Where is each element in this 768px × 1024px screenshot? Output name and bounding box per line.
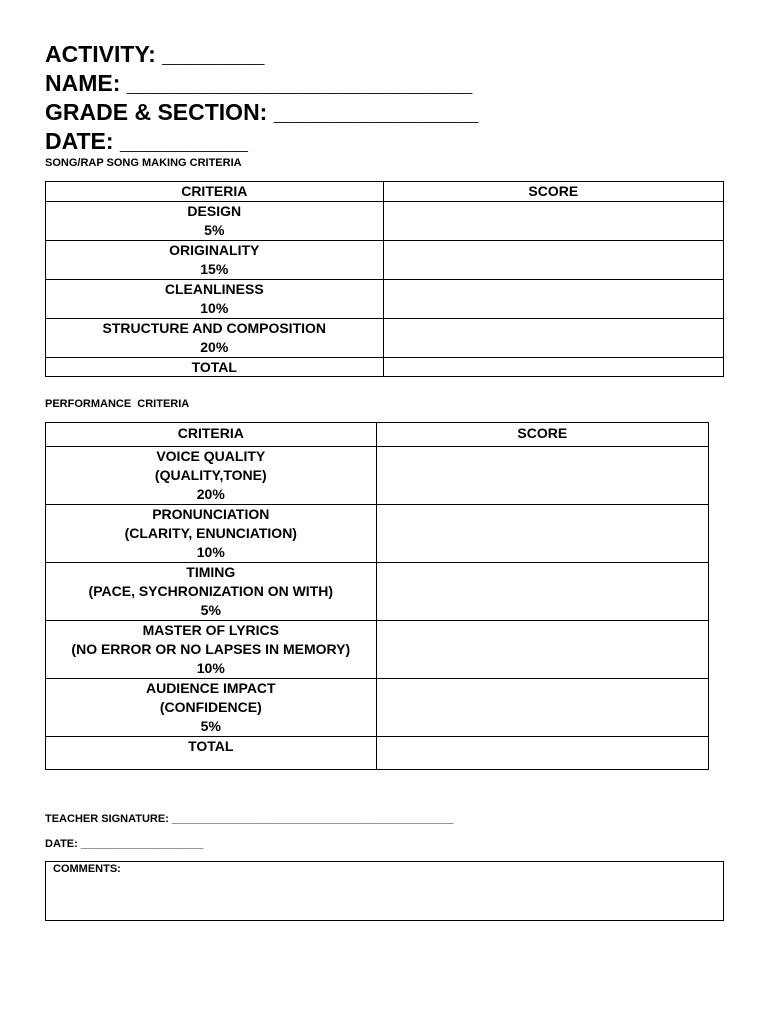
criteria-cell xyxy=(46,202,384,241)
song-criteria-table xyxy=(45,181,724,377)
criteria-detail: (NO ERROR OR NO LAPSES IN MEMORY) xyxy=(71,641,351,657)
table-row xyxy=(46,241,724,280)
comments-box[interactable] xyxy=(45,861,724,921)
performance-criteria-table xyxy=(45,422,709,770)
grade-section-field: GRADE & SECTION: ________________ xyxy=(45,99,479,125)
score-cell[interactable] xyxy=(376,447,708,505)
criteria-name: AUDIENCE IMPACT xyxy=(145,680,276,696)
activity-field: ACTIVITY: ________ xyxy=(45,41,265,67)
score-column-header: SCORE xyxy=(383,182,723,202)
criteria-detail: (CLARITY, ENUNCIATION) xyxy=(124,525,297,541)
criteria-name: DESIGN xyxy=(187,203,242,219)
criteria-cell xyxy=(46,505,377,563)
criteria-name: STRUCTURE AND COMPOSITION xyxy=(102,320,327,336)
table-header-row xyxy=(46,182,724,202)
criteria-name: TIMING xyxy=(186,564,236,580)
score-cell[interactable] xyxy=(383,280,723,319)
criteria-cell xyxy=(46,679,377,737)
performance-criteria-title: PERFORMANCE CRITERIA xyxy=(45,398,190,410)
criteria-column-header: CRITERIA xyxy=(46,182,384,202)
criteria-name: ORIGINALITY xyxy=(169,242,260,258)
criteria-percent: 15% xyxy=(200,261,229,277)
total-score-cell[interactable] xyxy=(383,358,723,377)
table-row xyxy=(46,679,709,737)
total-label: TOTAL xyxy=(46,737,377,770)
table-row xyxy=(46,621,709,679)
criteria-percent: 5% xyxy=(200,718,221,734)
total-label: TOTAL xyxy=(46,358,384,377)
criteria-cell xyxy=(46,563,377,621)
total-row xyxy=(46,737,709,770)
criteria-name: VOICE QUALITY xyxy=(156,448,266,464)
criteria-cell xyxy=(46,447,377,505)
table-row xyxy=(46,447,709,505)
teacher-signature-line: TEACHER SIGNATURE: ______________________________________________ xyxy=(45,813,454,825)
criteria-cell xyxy=(46,280,384,319)
criteria-percent: 10% xyxy=(196,660,225,676)
table-row xyxy=(46,202,724,241)
score-cell[interactable] xyxy=(383,241,723,280)
score-cell[interactable] xyxy=(383,202,723,241)
criteria-detail: (QUALITY,TONE) xyxy=(154,467,267,483)
criteria-percent: 20% xyxy=(196,486,225,502)
table-row xyxy=(46,505,709,563)
score-cell[interactable] xyxy=(383,319,723,358)
table-row xyxy=(46,563,709,621)
criteria-detail: (PACE, SYCHRONIZATION ON WITH) xyxy=(88,583,334,599)
criteria-percent: 5% xyxy=(200,602,221,618)
score-cell[interactable] xyxy=(376,563,708,621)
table-row xyxy=(46,319,724,358)
criteria-cell xyxy=(46,319,384,358)
criteria-name: CLEANLINESS xyxy=(164,281,264,297)
criteria-detail: (CONFIDENCE) xyxy=(159,699,262,715)
song-criteria-title: SONG/RAP SONG MAKING CRITERIA xyxy=(45,157,242,169)
criteria-percent: 5% xyxy=(204,222,225,238)
criteria-column-header: CRITERIA xyxy=(46,423,377,447)
date-field: DATE: __________ xyxy=(45,128,248,154)
score-cell[interactable] xyxy=(376,621,708,679)
score-cell[interactable] xyxy=(376,505,708,563)
footer-date-line: DATE: ____________________ xyxy=(45,838,204,850)
comments-label: COMMENTS: xyxy=(53,863,121,875)
criteria-name: MASTER OF LYRICS xyxy=(142,622,279,638)
criteria-cell xyxy=(46,621,377,679)
criteria-percent: 20% xyxy=(200,339,229,355)
criteria-name: PRONUNCIATION xyxy=(152,506,270,522)
criteria-cell xyxy=(46,241,384,280)
table-row xyxy=(46,280,724,319)
criteria-percent: 10% xyxy=(196,544,225,560)
name-field: NAME: ___________________________ xyxy=(45,70,473,96)
table-header-row xyxy=(46,423,709,447)
total-score-cell[interactable] xyxy=(376,737,708,770)
score-cell[interactable] xyxy=(376,679,708,737)
criteria-percent: 10% xyxy=(200,300,229,316)
total-row xyxy=(46,358,724,377)
score-column-header: SCORE xyxy=(376,423,708,447)
